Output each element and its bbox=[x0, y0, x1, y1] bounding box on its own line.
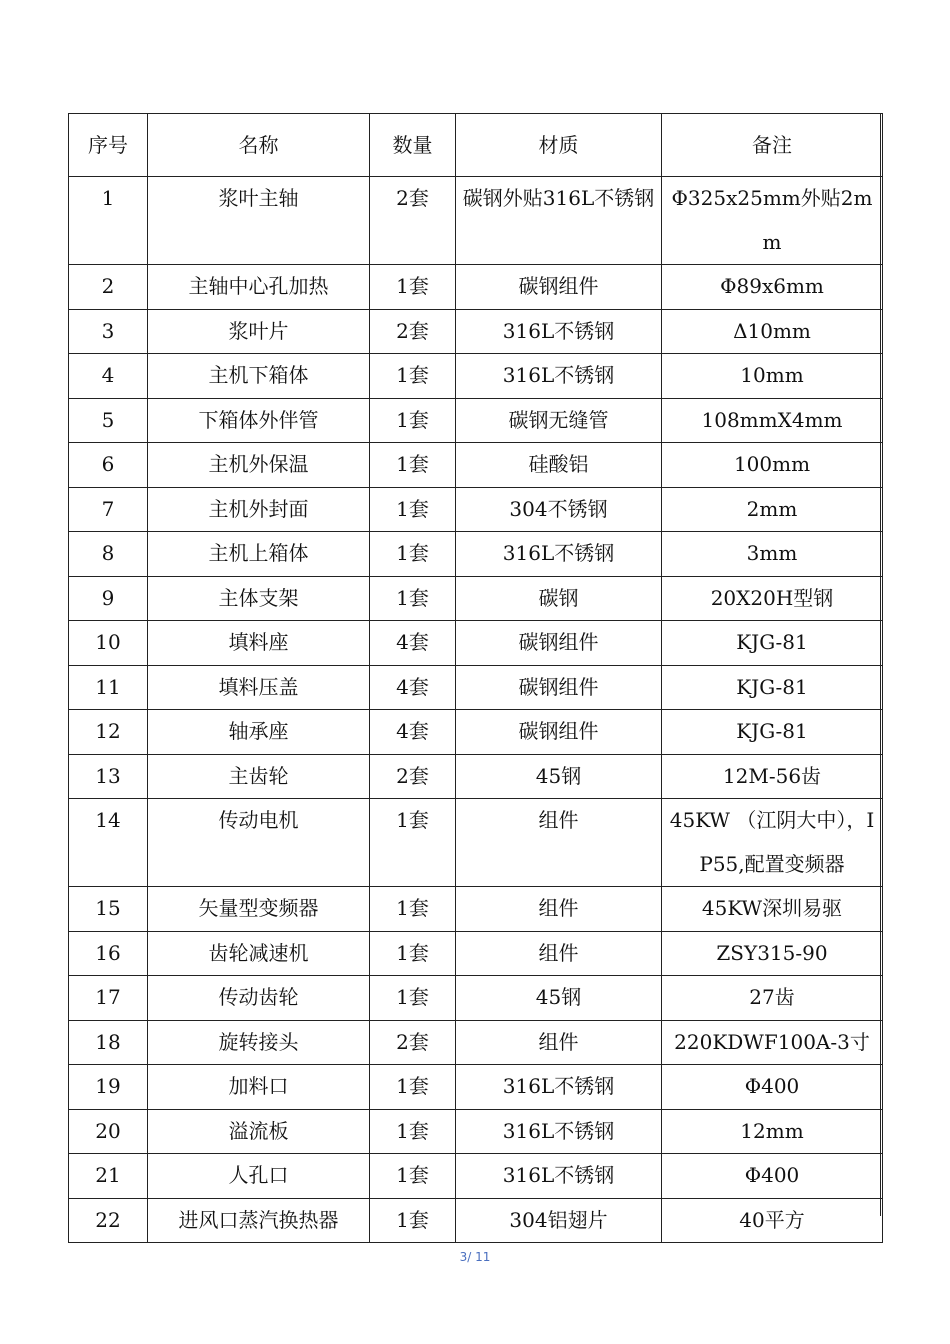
cell-index: 8 bbox=[69, 532, 148, 577]
cell-index: 16 bbox=[69, 931, 148, 976]
cell-index: 4 bbox=[69, 354, 148, 399]
cell-material: 碳钢组件 bbox=[456, 710, 662, 755]
cell-quantity: 4套 bbox=[370, 710, 456, 755]
cell-quantity: 1套 bbox=[370, 799, 456, 887]
table-row bbox=[69, 1198, 883, 1243]
cell-name: 人孔口 bbox=[148, 1154, 370, 1199]
cell-name: 填料座 bbox=[148, 621, 370, 666]
table-row bbox=[69, 487, 883, 532]
cell-material: 组件 bbox=[456, 799, 662, 887]
cell-material: 316L不锈钢 bbox=[456, 1109, 662, 1154]
cell-remarks: 20X20H型钢 bbox=[662, 576, 883, 621]
cell-material: 碳钢组件 bbox=[456, 265, 662, 310]
cell-material: 316L不锈钢 bbox=[456, 354, 662, 399]
cell-material: 组件 bbox=[456, 887, 662, 932]
cell-remarks: ZSY315-90 bbox=[662, 931, 883, 976]
cell-quantity: 1套 bbox=[370, 1109, 456, 1154]
cell-name: 旋转接头 bbox=[148, 1020, 370, 1065]
cell-remarks: 12M-56齿 bbox=[662, 754, 883, 799]
table-row bbox=[69, 976, 883, 1021]
table-row bbox=[69, 1154, 883, 1199]
header-remarks: 备注 bbox=[662, 114, 883, 177]
cell-index: 3 bbox=[69, 309, 148, 354]
table-row bbox=[69, 354, 883, 399]
cell-material: 316L不锈钢 bbox=[456, 1065, 662, 1110]
cell-material: 45钢 bbox=[456, 754, 662, 799]
cell-remarks: 10mm bbox=[662, 354, 883, 399]
cell-quantity: 2套 bbox=[370, 1020, 456, 1065]
cell-remarks: Φ400 bbox=[662, 1065, 883, 1110]
table-row bbox=[69, 799, 883, 887]
table-row bbox=[69, 532, 883, 577]
cell-quantity: 1套 bbox=[370, 265, 456, 310]
cell-remarks: 3mm bbox=[662, 532, 883, 577]
cell-name: 矢量型变频器 bbox=[148, 887, 370, 932]
table-row bbox=[69, 1109, 883, 1154]
cell-index: 14 bbox=[69, 799, 148, 887]
cell-name: 主体支架 bbox=[148, 576, 370, 621]
cell-name: 填料压盖 bbox=[148, 665, 370, 710]
cell-index: 19 bbox=[69, 1065, 148, 1110]
cell-name: 主机上箱体 bbox=[148, 532, 370, 577]
cell-name: 传动电机 bbox=[148, 799, 370, 887]
table-row bbox=[69, 887, 883, 932]
cell-name: 齿轮减速机 bbox=[148, 931, 370, 976]
cell-remarks: 12mm bbox=[662, 1109, 883, 1154]
cell-name: 进风口蒸汽换热器 bbox=[148, 1198, 370, 1243]
cell-name: 下箱体外伴管 bbox=[148, 398, 370, 443]
table-header-row bbox=[69, 114, 883, 177]
cell-material: 硅酸铝 bbox=[456, 443, 662, 488]
cell-remarks: 45KW （江阴大中），IP55,配置变频器 bbox=[662, 799, 883, 887]
cell-index: 6 bbox=[69, 443, 148, 488]
header-material: 材质 bbox=[456, 114, 662, 177]
cell-quantity: 1套 bbox=[370, 576, 456, 621]
header-name: 名称 bbox=[148, 114, 370, 177]
cell-index: 20 bbox=[69, 1109, 148, 1154]
header-quantity: 数量 bbox=[370, 114, 456, 177]
table-row bbox=[69, 621, 883, 666]
cell-index: 13 bbox=[69, 754, 148, 799]
page-number: 3/ 11 bbox=[459, 1250, 491, 1264]
table-row bbox=[69, 1065, 883, 1110]
cell-remarks: KJG-81 bbox=[662, 710, 883, 755]
table-row bbox=[69, 665, 883, 710]
cell-quantity: 1套 bbox=[370, 532, 456, 577]
cell-material: 碳钢 bbox=[456, 576, 662, 621]
cell-material: 组件 bbox=[456, 1020, 662, 1065]
cell-material: 碳钢外贴316L不锈钢 bbox=[456, 177, 662, 265]
cell-material: 组件 bbox=[456, 931, 662, 976]
cell-index: 18 bbox=[69, 1020, 148, 1065]
cell-name: 传动齿轮 bbox=[148, 976, 370, 1021]
table-row bbox=[69, 265, 883, 310]
cell-name: 主机下箱体 bbox=[148, 354, 370, 399]
cell-quantity: 4套 bbox=[370, 665, 456, 710]
cell-remarks: 2mm bbox=[662, 487, 883, 532]
cell-index: 10 bbox=[69, 621, 148, 666]
cell-material: 316L不锈钢 bbox=[456, 1154, 662, 1199]
cell-material: 45钢 bbox=[456, 976, 662, 1021]
cell-remarks: KJG-81 bbox=[662, 621, 883, 666]
cell-remarks: Φ89x6mm bbox=[662, 265, 883, 310]
cell-name: 加料口 bbox=[148, 1065, 370, 1110]
cell-name: 主机外封面 bbox=[148, 487, 370, 532]
cell-remarks: Φ400 bbox=[662, 1154, 883, 1199]
table-row bbox=[69, 1020, 883, 1065]
cell-quantity: 1套 bbox=[370, 887, 456, 932]
cell-quantity: 1套 bbox=[370, 354, 456, 399]
cell-quantity: 4套 bbox=[370, 621, 456, 666]
cell-quantity: 1套 bbox=[370, 1154, 456, 1199]
equipment-spec-table bbox=[68, 113, 883, 1243]
table-row bbox=[69, 443, 883, 488]
cell-quantity: 2套 bbox=[370, 309, 456, 354]
cell-name: 轴承座 bbox=[148, 710, 370, 755]
cell-name: 溢流板 bbox=[148, 1109, 370, 1154]
table-row bbox=[69, 710, 883, 755]
cell-index: 17 bbox=[69, 976, 148, 1021]
cell-material: 316L不锈钢 bbox=[456, 532, 662, 577]
cell-index: 12 bbox=[69, 710, 148, 755]
table-row bbox=[69, 754, 883, 799]
cell-quantity: 1套 bbox=[370, 976, 456, 1021]
cell-remarks: KJG-81 bbox=[662, 665, 883, 710]
cell-remarks: 108mmX4mm bbox=[662, 398, 883, 443]
cell-quantity: 2套 bbox=[370, 754, 456, 799]
table-row bbox=[69, 309, 883, 354]
cell-name: 浆叶片 bbox=[148, 309, 370, 354]
cell-quantity: 1套 bbox=[370, 1198, 456, 1243]
cell-material: 304不锈钢 bbox=[456, 487, 662, 532]
table-row bbox=[69, 931, 883, 976]
cell-index: 9 bbox=[69, 576, 148, 621]
cell-material: 304铝翅片 bbox=[456, 1198, 662, 1243]
header-index: 序号 bbox=[69, 114, 148, 177]
cell-material: 碳钢无缝管 bbox=[456, 398, 662, 443]
cell-quantity: 1套 bbox=[370, 1065, 456, 1110]
cell-remarks: Φ325x25mm外贴2mm bbox=[662, 177, 883, 265]
table-header bbox=[69, 114, 883, 177]
cell-name: 浆叶主轴 bbox=[148, 177, 370, 265]
cell-remarks: 40平方 bbox=[662, 1198, 883, 1243]
table-row bbox=[69, 576, 883, 621]
cell-name: 主齿轮 bbox=[148, 754, 370, 799]
cell-name: 主机外保温 bbox=[148, 443, 370, 488]
cell-remarks: Δ10mm bbox=[662, 309, 883, 354]
cell-index: 15 bbox=[69, 887, 148, 932]
cell-material: 碳钢组件 bbox=[456, 621, 662, 666]
cell-index: 5 bbox=[69, 398, 148, 443]
table-row bbox=[69, 177, 883, 265]
cell-index: 11 bbox=[69, 665, 148, 710]
cell-index: 7 bbox=[69, 487, 148, 532]
cell-index: 22 bbox=[69, 1198, 148, 1243]
cell-index: 1 bbox=[69, 177, 148, 265]
cell-material: 碳钢组件 bbox=[456, 665, 662, 710]
cell-quantity: 1套 bbox=[370, 398, 456, 443]
cell-remarks: 100mm bbox=[662, 443, 883, 488]
table-right-border bbox=[880, 113, 881, 1216]
cell-material: 316L不锈钢 bbox=[456, 309, 662, 354]
table-row bbox=[69, 398, 883, 443]
cell-index: 21 bbox=[69, 1154, 148, 1199]
cell-remarks: 27齿 bbox=[662, 976, 883, 1021]
cell-remarks: 220KDWF100A-3寸 bbox=[662, 1020, 883, 1065]
table-body bbox=[69, 177, 883, 1243]
cell-quantity: 2套 bbox=[370, 177, 456, 265]
cell-remarks: 45KW深圳易驱 bbox=[662, 887, 883, 932]
cell-quantity: 1套 bbox=[370, 443, 456, 488]
cell-index: 2 bbox=[69, 265, 148, 310]
cell-quantity: 1套 bbox=[370, 931, 456, 976]
cell-quantity: 1套 bbox=[370, 487, 456, 532]
cell-name: 主轴中心孔加热 bbox=[148, 265, 370, 310]
